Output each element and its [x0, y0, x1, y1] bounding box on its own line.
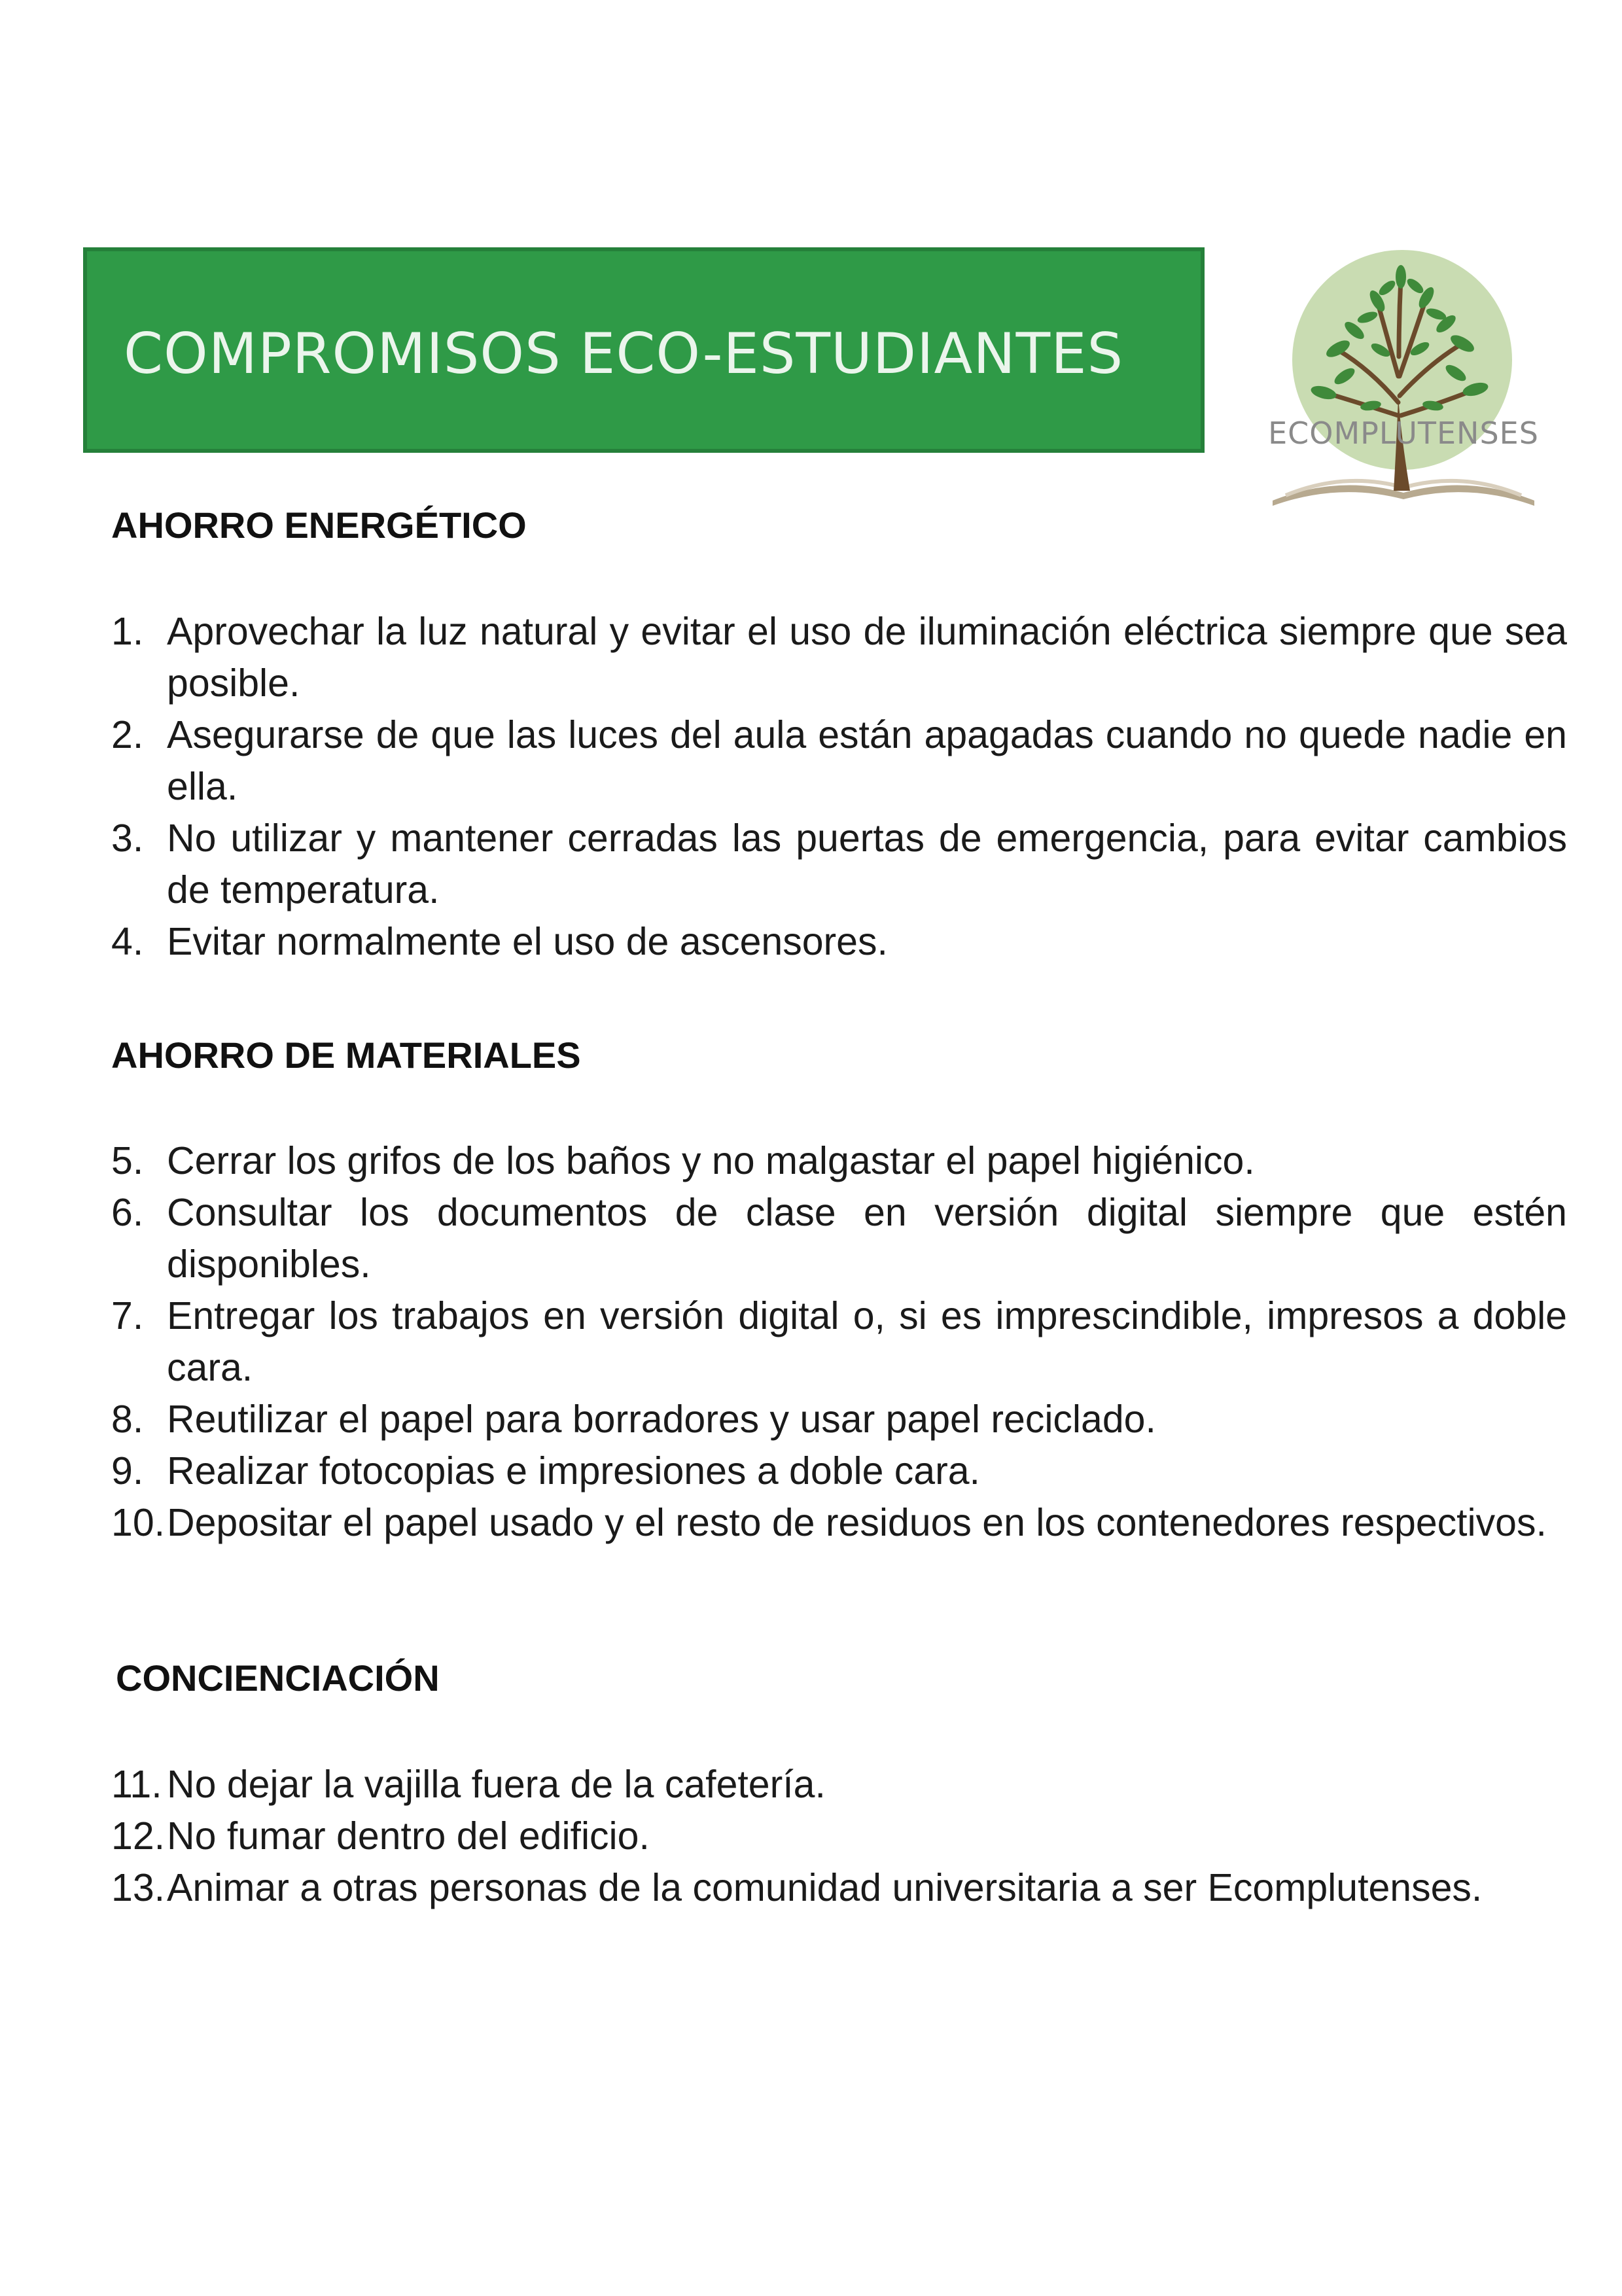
tree-on-book-logo-icon	[1246, 239, 1560, 510]
list-item: 2. Asegurarse de que las luces del aula están apagadas cuando no quede nadie en ella.	[111, 713, 1567, 808]
list-item: 5. Cerrar los grifos de los baños y no malgastar el papel higiénico.	[111, 1139, 1255, 1182]
list-ahorro-energetico	[111, 606, 1567, 968]
list-item: 8. Reutilizar el papel para borradores y usar papel reciclado.	[111, 1398, 1156, 1441]
ecomplutenses-logo	[1246, 239, 1560, 510]
section-heading-ahorro-materiales: AHORRO DE MATERIALES	[111, 1034, 581, 1076]
list-item: 6. Consultar los documentos de clase en versión digital siempre que estén disponibles.	[111, 1191, 1567, 1286]
page-title: COMPROMISOS ECO-ESTUDIANTES	[124, 321, 1124, 387]
section-heading-ahorro-energetico: AHORRO ENERGÉTICO	[111, 504, 527, 546]
list-item: 7. Entregar los trabajos en versión digital o, si es imprescindible, impresos a doble cara.	[111, 1294, 1567, 1389]
list-item: 10. Depositar el papel usado y el resto de residuos en los contenedores respectivos.	[111, 1501, 1547, 1544]
list-item: 4. Evitar normalmente el uso de ascensores.	[111, 920, 888, 963]
list-item: 1. Aprovechar la luz natural y evitar el uso de iluminación eléctrica siempre que sea posible.	[111, 610, 1567, 705]
logo-text: ECOMPLUTENSES	[1268, 415, 1539, 451]
title-banner	[83, 247, 1205, 453]
list-ahorro-materiales	[111, 1135, 1567, 1549]
list-item: 3. No utilizar y mantener cerradas las puertas de emergencia, para evitar cambios de temperatura.	[111, 817, 1567, 911]
list-item: 13. Animar a otras personas de la comunidad universitaria a ser Ecomplutenses.	[111, 1866, 1483, 1909]
list-item: 12. No fumar dentro del edificio.	[111, 1814, 650, 1858]
section-heading-concienciacion: CONCIENCIACIÓN	[116, 1657, 440, 1699]
list-concienciacion	[111, 1759, 1567, 1914]
list-item: 11. No dejar la vajilla fuera de la cafetería.	[111, 1763, 826, 1806]
list-item: 9. Realizar fotocopias e impresiones a doble cara.	[111, 1449, 980, 1492]
